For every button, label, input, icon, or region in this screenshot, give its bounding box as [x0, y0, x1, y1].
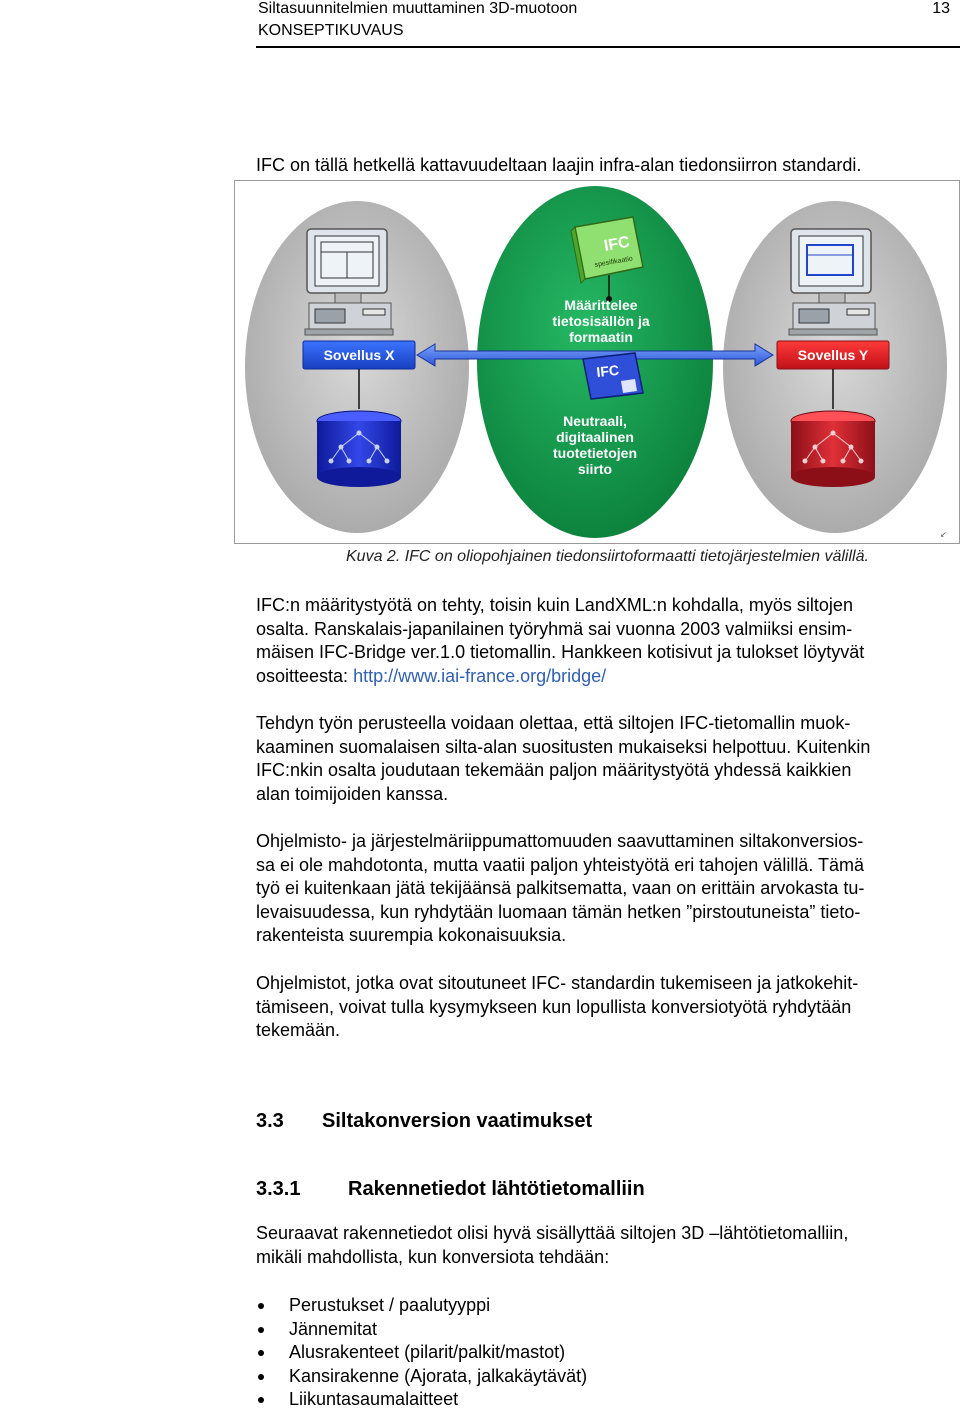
list-item: Liikuntasaumalaitteet — [256, 1388, 587, 1412]
define-line-2: tietosisällön ja — [552, 313, 650, 329]
right-computer-icon — [789, 229, 877, 335]
define-line-3: formaatin — [569, 329, 633, 345]
left-computer-icon — [305, 229, 393, 335]
paragraph-finnish-recommendations — [256, 712, 958, 806]
paragraph-line: Seuraavat rakennetiedot olisi hyvä sisällyttää siltojen 3D –lähtötietomalliin, — [256, 1223, 849, 1243]
subsection-title: Rakennetiedot lähtötietomalliin — [348, 1178, 645, 1200]
section-title: Siltakonversion vaatimukset — [322, 1110, 593, 1132]
left-app-label: Sovellus X — [323, 347, 395, 363]
paragraph-line: Ohjelmisto- ja järjestelmäriippumattomuuden saavuttaminen siltakonversios- — [256, 831, 864, 851]
iai-france-link[interactable]: http://www.iai-france.org/bridge/ — [353, 665, 607, 686]
paragraph-independence — [256, 830, 958, 948]
subsection-number: 3.3.1 — [256, 1178, 301, 1200]
paragraph-structure-info — [256, 1222, 958, 1269]
transfer-line-4: siirto — [577, 461, 613, 477]
transfer-line-1: Neutraali, — [563, 413, 627, 429]
paragraph-line: rakenteista suurempia kokonaisuuksia. — [256, 925, 567, 945]
paragraph-line: työ ei kuitenkaan jätä tekijäänsä palkitsematta, vaan on erittäin arvokasta tu- — [256, 878, 865, 898]
section-heading — [256, 1108, 592, 1134]
ifc-floppy-disk-icon — [583, 353, 643, 399]
subsection-heading — [256, 1176, 645, 1202]
spec-title: IFC — [602, 233, 632, 255]
figure-corner-mark: ↙ — [940, 530, 947, 539]
running-header-title: Siltasuunnitelmien muuttaminen 3D-muotoon — [258, 0, 578, 17]
list-item: Perustukset / paalutyyppi — [256, 1294, 587, 1318]
list-item: Kansirakenne (Ajorata, jalkakäytävät) — [256, 1365, 587, 1389]
paragraph-line: Tehdyn työn perusteella voidaan olettaa, että siltojen IFC-tietomallin muok- — [256, 713, 851, 733]
paragraph-line: levaisuudessa, kun ryhdytään luomaan tämän hetken ”pirstoutuneista” tieto- — [256, 901, 861, 922]
paragraph-software — [256, 972, 958, 1043]
paragraph-line: osalta. Ranskalais-japanilainen työryhmä sai vuonna 2003 valmiiksi ensim- — [256, 618, 853, 639]
section-number: 3.3 — [256, 1110, 284, 1132]
intro-paragraph: IFC on tällä hetkellä kattavuudeltaan laajin infra-alan tiedonsiirron standardi. — [256, 155, 862, 175]
page-number: 13 — [932, 0, 950, 17]
ifc-diagram-figure — [234, 180, 960, 544]
ifc-diagram — [235, 181, 959, 543]
running-header-subtitle: KONSEPTIKUVAUS — [258, 22, 404, 39]
left-database-icon — [317, 411, 401, 487]
paragraph-line: mäisen IFC-Bridge ver.1.0 tietomallin. Hankkeen kotisivut ja tulokset löytyvät — [256, 642, 865, 662]
transfer-line-3: tuotetietojen — [553, 445, 637, 461]
paragraph-line: Ohjelmistot, jotka ovat sitoutuneet IFC- standardin tukemiseen ja jatkokehit- — [256, 973, 859, 993]
define-line-1: Määrittelee — [564, 297, 638, 313]
disk-label: IFC — [595, 361, 620, 380]
right-app-label: Sovellus Y — [797, 347, 869, 363]
paragraph-line: IFC:nkin osalta joudutaan tekemään paljon määritystyötä yhdessä kaikkien — [256, 760, 852, 780]
paragraph-line: kaaminen suomalaisen silta-alan suositusten mukaiseksi helpottuu. Kuitenkin — [256, 736, 871, 757]
paragraph-line: IFC:n määritystyötä on tehty, toisin kuin LandXML:n kohdalla, myös siltojen — [256, 595, 853, 615]
paragraph-line: mikäli mahdollista, kun konversiota tehdään: — [256, 1246, 610, 1267]
paragraph-line: sa ei ole mahdotonta, mutta vaatii paljon yhteistyötä eri tahojen välillä. Tämä — [256, 854, 865, 875]
paragraph-ifc-bridge — [256, 594, 958, 688]
list-item: Jännemitat — [256, 1318, 587, 1342]
spec-subtitle: spesifikaatio — [594, 255, 634, 269]
paragraph-line: tämiseen, voivat tulla kysymykseen kun lopullista konversiotyötä ryhdytään — [256, 996, 852, 1017]
header-divider — [256, 46, 960, 48]
right-database-icon — [791, 411, 875, 487]
figure-caption: Kuva 2. IFC on oliopohjainen tiedonsiirtoformaatti tietojärjestelmien välillä. — [346, 548, 869, 565]
list-item: Alusrakenteet (pilarit/palkit/mastot) — [256, 1341, 587, 1365]
paragraph-line: tekemään. — [256, 1020, 341, 1040]
transfer-line-2: digitaalinen — [556, 429, 634, 445]
paragraph-line — [256, 665, 958, 689]
paragraph-line: alan toimijoiden kanssa. — [256, 783, 449, 804]
structure-bullet-list — [256, 1294, 587, 1412]
link-prefix: osoitteesta: — [256, 665, 354, 686]
